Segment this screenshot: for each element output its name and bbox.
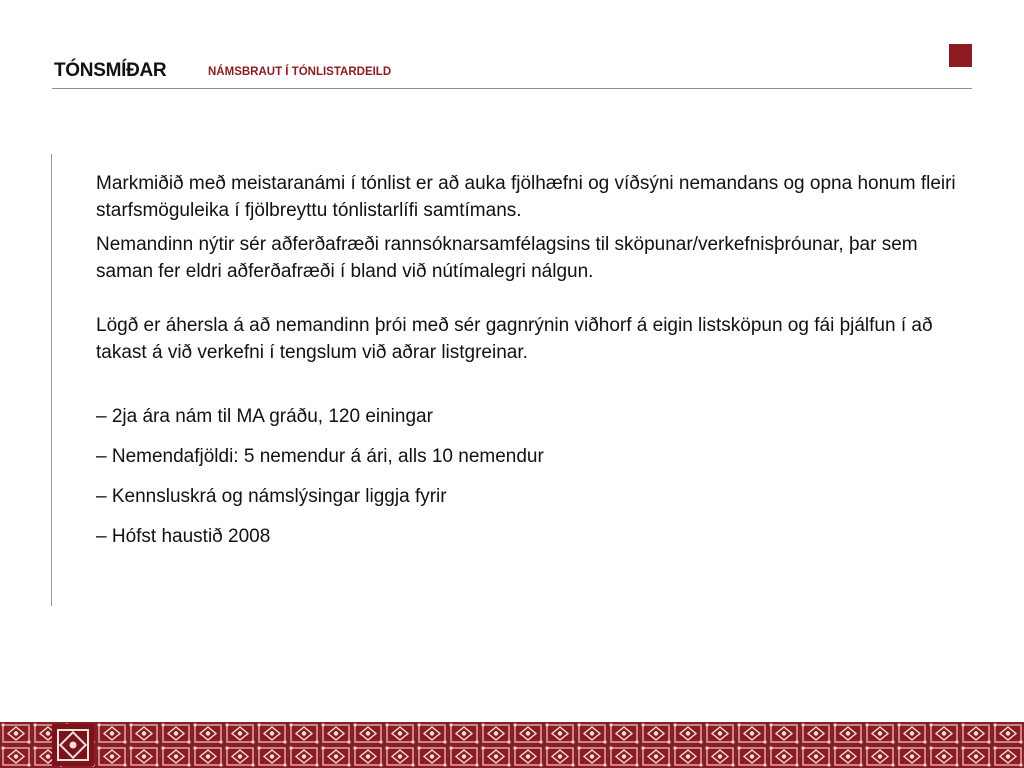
- slide-header: [52, 60, 972, 89]
- band-medallion-icon: [52, 724, 94, 766]
- slide-subtitle: NÁMSBRAUT Í TÓNLISTARDEILD: [208, 66, 392, 78]
- slide-body: [96, 170, 966, 563]
- list-item: – 2ja ára nám til MA gráðu, 120 einingar: [96, 406, 433, 427]
- list-item: – Nemendafjöldi: 5 nemendur á ári, alls 10 nemendur: [96, 446, 544, 467]
- pattern-fill: [0, 722, 1024, 768]
- paragraph-goal: Markmiðið með meistaranámi í tónlist er að auka fjölhæfni og víðsýni nemandans og opna honum fleiri starfsmöguleika í fjölbreyttu tónlistarlífi samtímans.: [96, 173, 956, 221]
- decorative-pattern-band: [0, 722, 1024, 768]
- slide-title: TÓNSMÍÐAR: [54, 60, 167, 81]
- list-item: – Kennsluskrá og námslýsingar liggja fyrir: [96, 486, 447, 507]
- list-item: – Hófst haustið 2008: [96, 526, 271, 547]
- left-divider: [51, 154, 52, 606]
- facts-list: [96, 403, 966, 550]
- paragraph-emphasis: Lögð er áhersla á að nemandinn þrói með sér gagnrýnin viðhorf á eigin listsköpun og fái þjálfun í að takast á við verkefni í tengslum við aðrar listgreinar.: [96, 315, 933, 363]
- accent-square-icon: [949, 44, 972, 67]
- paragraph-methodology: Nemandinn nýtir sér aðferðafræði rannsóknarsamfélagsins til sköpunar/verkefnisþróunar, þar sem saman fer eldri aðferðafræði í bland við nútímalegri nálgun.: [96, 234, 918, 282]
- accent-square-shape: [949, 44, 972, 67]
